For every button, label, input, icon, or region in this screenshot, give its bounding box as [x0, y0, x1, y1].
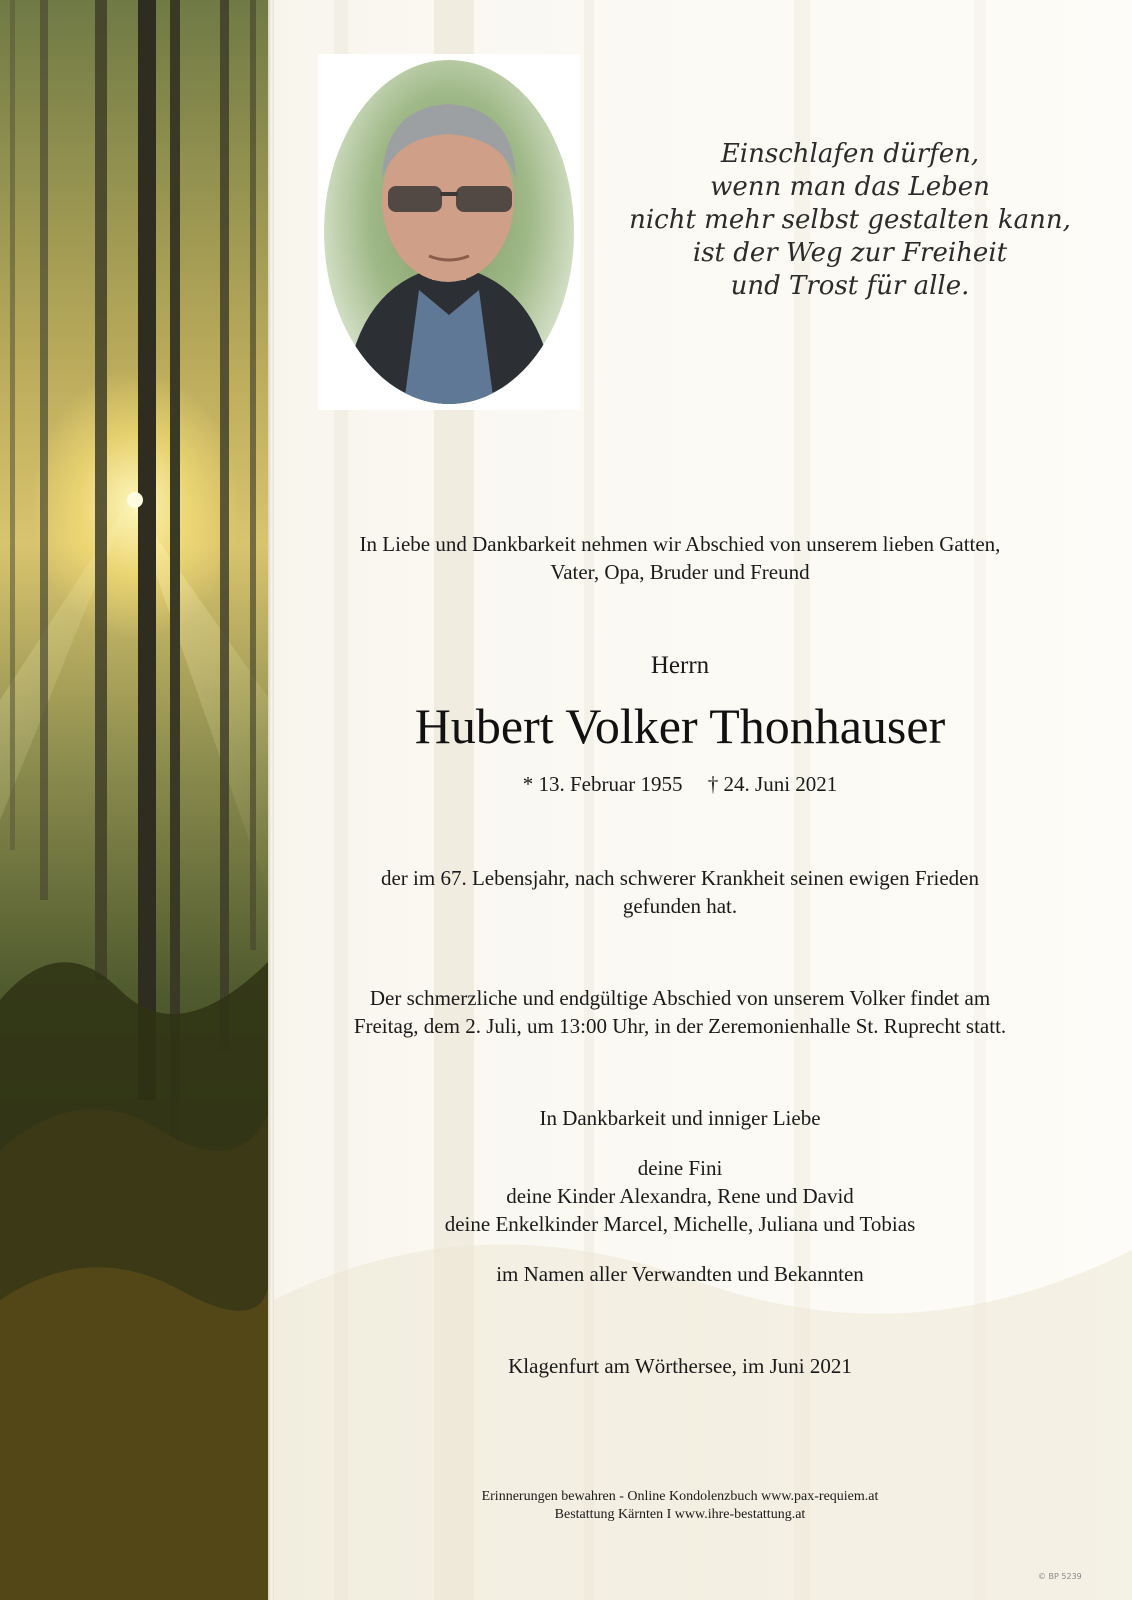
place-date: Klagenfurt am Wörthersee, im Juni 2021: [508, 1354, 852, 1378]
intro-text: [290, 530, 1070, 586]
poem-line: und Trost für alle.: [730, 271, 970, 301]
portrait-frame: [318, 54, 580, 410]
ceremony-line: Freitag, dem 2. Juli, um 13:00 Uhr, in der Zeremonienhalle St. Ruprecht statt.: [353, 1014, 1007, 1038]
life-dates: [290, 772, 1070, 797]
ceremony-text: [290, 984, 1070, 1040]
deceased-name: Hubert Volker Thonhauser: [414, 698, 946, 754]
death-date: † 24. Juni 2021: [707, 772, 838, 796]
closing-text: In Dankbarkeit und inniger Liebe: [539, 1106, 821, 1130]
forest-trees-graphic: [0, 0, 270, 1600]
poem-line: ist der Weg zur Freiheit: [692, 238, 1008, 268]
intro-line: In Liebe und Dankbarkeit nehmen wir Abschied von unserem lieben Gatten,: [359, 532, 1001, 556]
birth-date: * 13. Februar 1955: [522, 772, 683, 796]
passing-line: gefunden hat.: [622, 894, 738, 918]
relatives-text: im Namen aller Verwandten und Bekannten: [496, 1262, 864, 1286]
forest-image: [0, 0, 270, 1600]
family-line: deine Fini: [637, 1156, 723, 1180]
family-line: deine Kinder Alexandra, Rene und David: [506, 1184, 854, 1208]
footer-line: Bestattung Kärnten I www.ihre-bestattung.at: [554, 1507, 806, 1522]
intro-line: Vater, Opa, Bruder und Freund: [550, 560, 810, 584]
footer: [290, 1488, 1070, 1524]
family-list: [290, 1154, 1070, 1238]
poem-line: Einschlafen dürfen,: [720, 139, 980, 169]
ceremony-line: Der schmerzliche und endgültige Abschied von unserem Volker findet am: [369, 986, 991, 1010]
portrait-photo: [324, 60, 574, 404]
salutation: Herrn: [650, 652, 710, 679]
poem-line: wenn man das Leben: [710, 172, 990, 202]
footer-line: Erinnerungen bewahren - Online Kondolenzbuch www.pax-requiem.at: [481, 1489, 879, 1504]
family-line: deine Enkelkinder Marcel, Michelle, Juliana und Tobias: [444, 1212, 916, 1236]
memorial-poem: [620, 138, 1080, 303]
passing-line: der im 67. Lebensjahr, nach schwerer Krankheit seinen ewigen Frieden: [380, 866, 980, 890]
passing-text: [290, 864, 1070, 920]
poem-line: nicht mehr selbst gestalten kann,: [629, 205, 1071, 235]
watermark: © BP 5239: [1038, 1572, 1082, 1581]
portrait-graphic: [324, 60, 574, 404]
